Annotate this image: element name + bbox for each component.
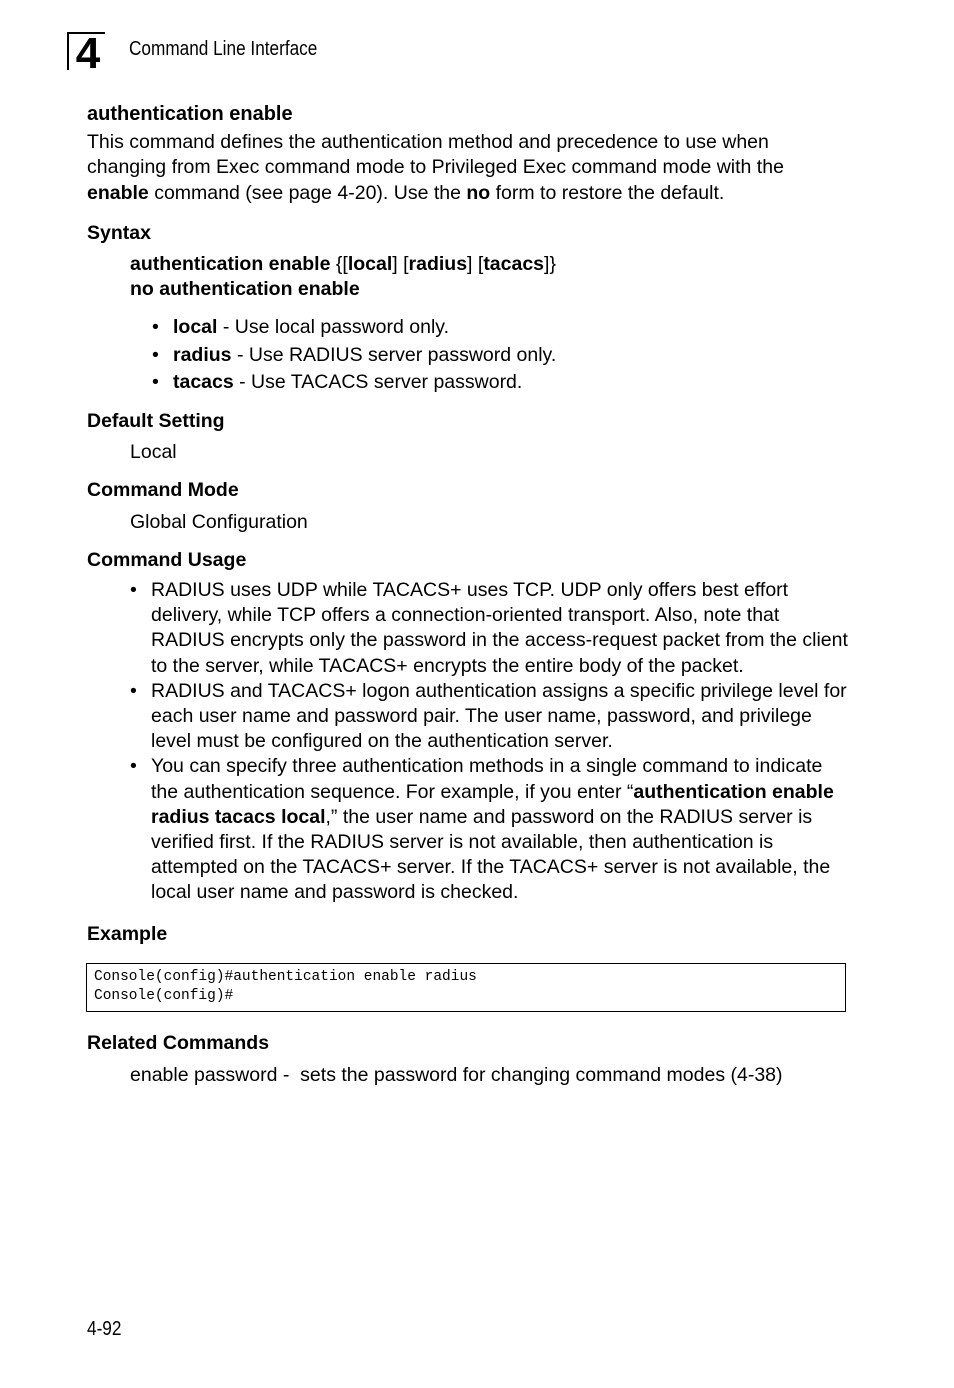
syntax-line: authentication enable {[local] [radius] [tacacs]}: [130, 253, 556, 275]
list-item: • radius - Use RADIUS server password only.: [152, 343, 557, 366]
chapter-number-badge: 4: [67, 32, 105, 70]
code-line: Console(config)#authentication enable radius: [94, 969, 477, 985]
default-setting-heading: Default Setting: [87, 410, 225, 432]
command-title: authentication enable: [87, 103, 293, 125]
example-heading: Example: [87, 923, 168, 945]
default-setting-value: Local: [130, 441, 177, 463]
command-usage-list: [130, 578, 850, 906]
command-mode-heading: Command Mode: [87, 479, 239, 501]
syntax-heading: Syntax: [87, 222, 151, 244]
code-line: Console(config)#: [94, 988, 234, 1004]
command-usage-heading: Command Usage: [87, 549, 247, 571]
list-item: • You can specify three authentication methods in a single command to indicate the authentication sequence. For example, if you enter “authentication enable radius tacacs local,” the user name and password on the RADIUS server is verified first. If the RADIUS server is not available, then authentication is attempted on the TACACS+ server. If the TACACS+ server is not available, the local user name and password is checked.: [130, 755, 834, 904]
related-commands-heading: Related Commands: [87, 1032, 270, 1054]
code-example-box: [86, 963, 846, 1012]
list-item: • tacacs - Use TACACS server password.: [152, 371, 523, 393]
syntax-no-form: no authentication enable: [130, 278, 360, 300]
syntax-options-list: [152, 314, 556, 397]
list-item: • RADIUS and TACACS+ logon authentication assigns a specific privilege level for each user name and password pair. The user name, password, and privilege level must be configured on the authentication server.: [130, 679, 847, 753]
page-number: 4-92: [87, 1318, 122, 1340]
list-item: • RADIUS uses UDP while TACACS+ uses TCP. UDP only offers best effort delivery, while TCP offers a connection-oriented transport. Also, note that RADIUS encrypts only the password in the access-request packet from the client to the server, while TACACS+ encrypts the entire body of the packet.: [130, 579, 848, 677]
running-header-title: Command Line Interface: [129, 38, 318, 60]
related-command-entry: enable password - sets the password for changing command modes (4-38): [130, 1064, 783, 1086]
command-description: This command defines the authentication method and precedence to use when changing from Exec command mode to Privileged Exec command mode with the enable command (see page 4-20). Use the no form to restore the default.: [87, 131, 784, 204]
command-mode-value: Global Configuration: [130, 511, 308, 533]
list-item: • local - Use local password only.: [152, 316, 449, 338]
